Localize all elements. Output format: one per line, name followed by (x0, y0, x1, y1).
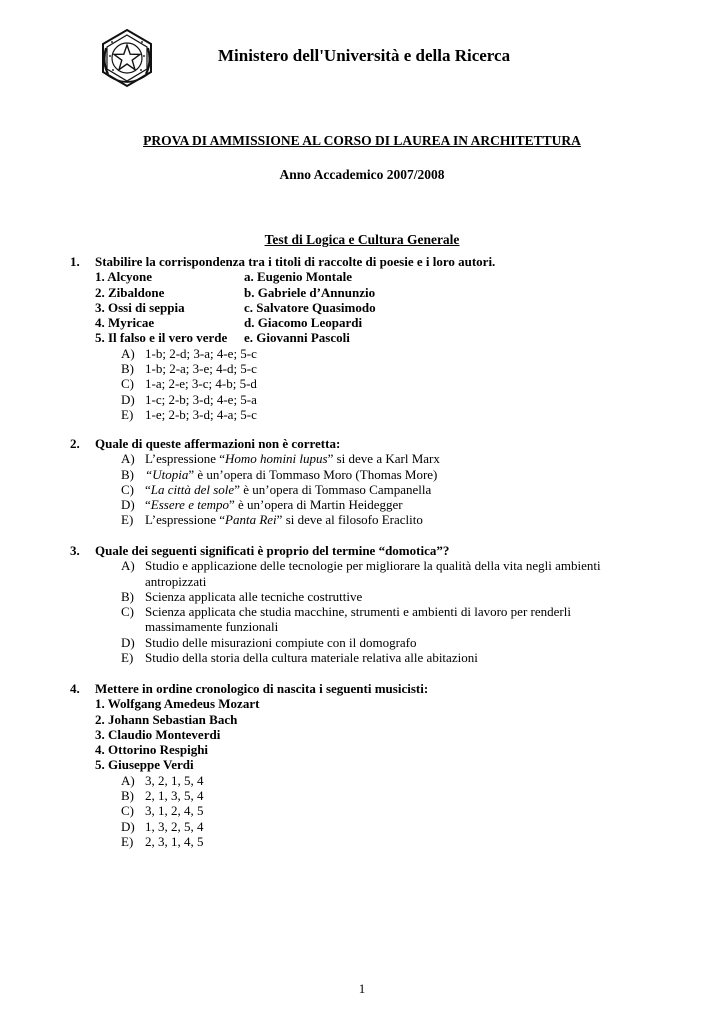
match-pair (95, 315, 724, 330)
option-text: Studio e applicazione delle tecnologie per migliorare la qualità della vita negli ambienti antropizzati (145, 558, 601, 589)
option-text: “Essere e tempo” è un’opera di Martin Heidegger (145, 497, 403, 513)
option-letter: A) (121, 772, 135, 788)
musician-item: 1. Wolfgang Amedeus Mozart (95, 696, 260, 712)
option-text: 1-c; 2-b; 3-d; 4-e; 5-a (145, 391, 257, 407)
question-3 (0, 543, 724, 665)
option-text: Studio delle misurazioni compiute con il domografo (145, 634, 417, 650)
answer-option (0, 376, 724, 391)
question-number: 3. (70, 543, 80, 558)
republic-emblem-logo (98, 26, 156, 90)
poem-title: 1. Alcyone (95, 269, 153, 285)
exam-title: PROVA DI AMMISSIONE AL CORSO DI LAUREA IN ARCHITETTURA (143, 133, 581, 148)
option-letter: B) (121, 361, 134, 377)
answer-option (0, 635, 724, 650)
option-text: 2, 1, 3, 5, 4 (145, 788, 204, 804)
match-pair (95, 285, 724, 300)
page-number: 1 (358, 981, 366, 996)
poem-title: 3. Ossi di seppia (95, 299, 185, 315)
option-letter: E) (121, 650, 134, 666)
answer-option (0, 834, 724, 849)
option-text: Scienza applicata alle tecniche costruttive (145, 588, 363, 604)
poet-name: a. Eugenio Montale (244, 269, 352, 285)
option-letter: D) (121, 497, 135, 513)
ministry-title: Ministero dell'Università e della Ricerca (218, 46, 511, 65)
question-number: 1. (70, 254, 80, 269)
match-pair (95, 300, 724, 315)
option-letter: D) (121, 634, 135, 650)
option-letter: B) (121, 788, 134, 804)
poet-name: c. Salvatore Quasimodo (244, 299, 376, 315)
academic-year: Anno Accademico 2007/2008 (279, 167, 445, 182)
option-text: 1-b; 2-a; 3-e; 4-d; 5-c (145, 361, 257, 377)
option-text: “La città del sole” è un’opera di Tommaso Campanella (145, 481, 432, 497)
option-letter: C) (121, 604, 134, 620)
question-text: Mettere in ordine cronologico di nascita i seguenti musicisti: (95, 681, 429, 696)
option-text: 1, 3, 2, 5, 4 (145, 818, 204, 834)
question-number: 4. (70, 681, 80, 696)
match-pair (95, 330, 724, 345)
musician-item: 4. Ottorino Respighi (95, 742, 209, 758)
answer-option (0, 773, 724, 788)
answer-option (0, 650, 724, 665)
option-letter: D) (121, 391, 135, 407)
poem-title: 4. Myricae (95, 315, 155, 331)
option-text: Scienza applicata che studia macchine, strumenti e ambienti di lavoro per renderli massimamente funzionali (145, 604, 571, 635)
option-letter: E) (121, 512, 134, 528)
option-letter: E) (121, 406, 134, 422)
option-letter: C) (121, 803, 134, 819)
option-letter: C) (121, 376, 134, 392)
answer-option (0, 604, 724, 635)
poet-name: e. Giovanni Pascoli (244, 330, 350, 346)
option-text: 1-b; 2-d; 3-a; 4-e; 5-c (145, 345, 257, 361)
answer-option (0, 558, 724, 589)
option-letter: B) (121, 588, 134, 604)
option-letter: B) (121, 466, 134, 482)
answer-option (0, 819, 724, 834)
answer-option (0, 451, 724, 466)
match-pair (95, 269, 724, 284)
answer-option (0, 346, 724, 361)
answer-option (0, 788, 724, 803)
question-2 (0, 436, 724, 528)
option-letter: D) (121, 818, 135, 834)
answer-option (0, 803, 724, 818)
question-text: Quale dei seguenti significati è proprio del termine “domotica”? (95, 543, 450, 558)
poem-title: 5. Il falso e il vero verde (95, 330, 228, 346)
answer-option (0, 497, 724, 512)
question-text: Quale di queste affermazioni non è corretta: (95, 436, 341, 451)
answer-option (0, 482, 724, 497)
answer-option (0, 467, 724, 482)
question-1 (0, 254, 724, 422)
poem-title: 2. Zibaldone (95, 284, 165, 300)
option-text: L’espressione “Homo homini lupus” si deve a Karl Marx (145, 451, 440, 467)
poet-name: d. Giacomo Leopardi (244, 315, 363, 331)
question-4 (0, 681, 724, 849)
answer-option (0, 512, 724, 527)
answer-option (0, 589, 724, 604)
musician-item: 5. Giuseppe Verdi (95, 757, 194, 773)
option-text: 3, 2, 1, 5, 4 (145, 772, 204, 788)
question-number: 2. (70, 436, 80, 451)
answer-option (0, 407, 724, 422)
option-text: 1-e; 2-b; 3-d; 4-a; 5-c (145, 406, 257, 422)
musician-item: 2. Johann Sebastian Bach (95, 711, 238, 727)
option-letter: E) (121, 833, 134, 849)
answer-option (0, 392, 724, 407)
option-letter: A) (121, 558, 135, 574)
option-text: L’espressione “Panta Rei” si deve al filosofo Eraclito (145, 512, 423, 528)
answer-option (0, 361, 724, 376)
option-text: Studio della storia della cultura materiale relativa alle abitazioni (145, 650, 478, 666)
question-text: Stabilire la corrispondenza tra i titoli di raccolte di poesie e i loro autori. (95, 254, 496, 269)
option-text: 1-a; 2-e; 3-c; 4-b; 5-d (145, 376, 257, 392)
option-letter: A) (121, 345, 135, 361)
musician-item: 3. Claudio Monteverdi (95, 726, 221, 742)
option-text: 2, 3, 1, 4, 5 (145, 833, 204, 849)
option-text: 3, 1, 2, 4, 5 (145, 803, 204, 819)
poet-name: b. Gabriele d’Annunzio (244, 284, 376, 300)
section-title: Test di Logica e Cultura Generale (264, 232, 460, 247)
option-letter: C) (121, 481, 134, 497)
option-letter: A) (121, 451, 135, 467)
option-text: “Utopia” è un’opera di Tommaso Moro (Thomas More) (145, 466, 438, 482)
